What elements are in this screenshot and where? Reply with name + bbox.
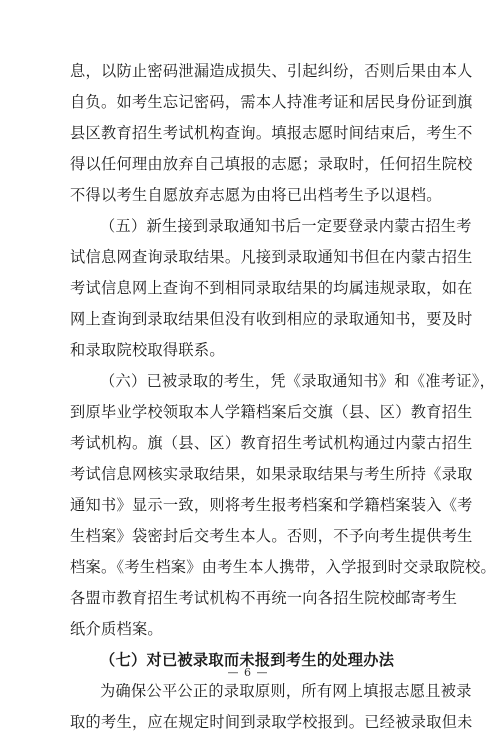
text-line: 息，以防止密码泄漏造成损失、引起纠纷，否则后果由本人 <box>70 62 473 80</box>
text-line: （五）新生接到录取通知书后一定要登录内蒙古招生考 <box>100 217 472 235</box>
section-heading: （七）对已被录取而未报到考生的处理办法 <box>100 651 395 669</box>
text-line: 考试信息网上查询不到相同录取结果的均属违规录取，如在 <box>70 279 473 297</box>
text-line: （六）已被录取的考生，凭《录取通知书》和《准考证》， <box>100 372 496 390</box>
text-line: 各盟市教育招生考试机构不再统一向各招生院校邮寄考生 <box>70 589 458 607</box>
page-number: — 6 — <box>227 666 269 679</box>
text-line: 和录取院校取得联系。 <box>70 341 225 359</box>
text-line: 纸介质档案。 <box>70 620 163 638</box>
text-line: 自负。如考生忘记密码，需本人持准考证和居民身份证到旗 <box>70 93 473 111</box>
text-line: 档案。《考生档案》由考生本人携带，入学报到时交录取院校。 <box>70 558 496 576</box>
text-line: 通知书》显示一致，则将考生报考档案和学籍档案装入《考 <box>70 496 473 514</box>
text-line: 取的考生，应在规定时间到录取学校报到。已经被录取但未 <box>70 713 473 731</box>
text-line: 到原毕业学校领取本人学籍档案后交旗（县、区）教育招生 <box>70 403 473 421</box>
text-line: 试信息网查询录取结果。凡接到录取通知书但在内蒙古招生 <box>70 248 473 266</box>
text-line: 网上查询到录取结果但没有收到相应的录取通知书，要及时 <box>70 310 473 328</box>
document-body <box>70 60 496 742</box>
text-line: 生档案》袋密封后交考生本人。否则，不予向考生提供考生 <box>70 527 473 545</box>
text-line: 不得以考生自愿放弃志愿为由将已出档考生予以退档。 <box>70 186 442 204</box>
text-line: 考试机构。旗（县、区）教育招生考试机构通过内蒙古招生 <box>70 434 473 452</box>
text-line: 为确保公平公正的录取原则，所有网上填报志愿且被录 <box>100 682 472 700</box>
text-line: 考试信息网核实录取结果，如果录取结果与考生所持《录取 <box>70 465 473 483</box>
text-line: 县区教育招生考试机构查询。填报志愿时间结束后，考生不 <box>70 124 473 142</box>
text-line: 得以任何理由放弃自己填报的志愿；录取时，任何招生院校 <box>70 155 473 173</box>
